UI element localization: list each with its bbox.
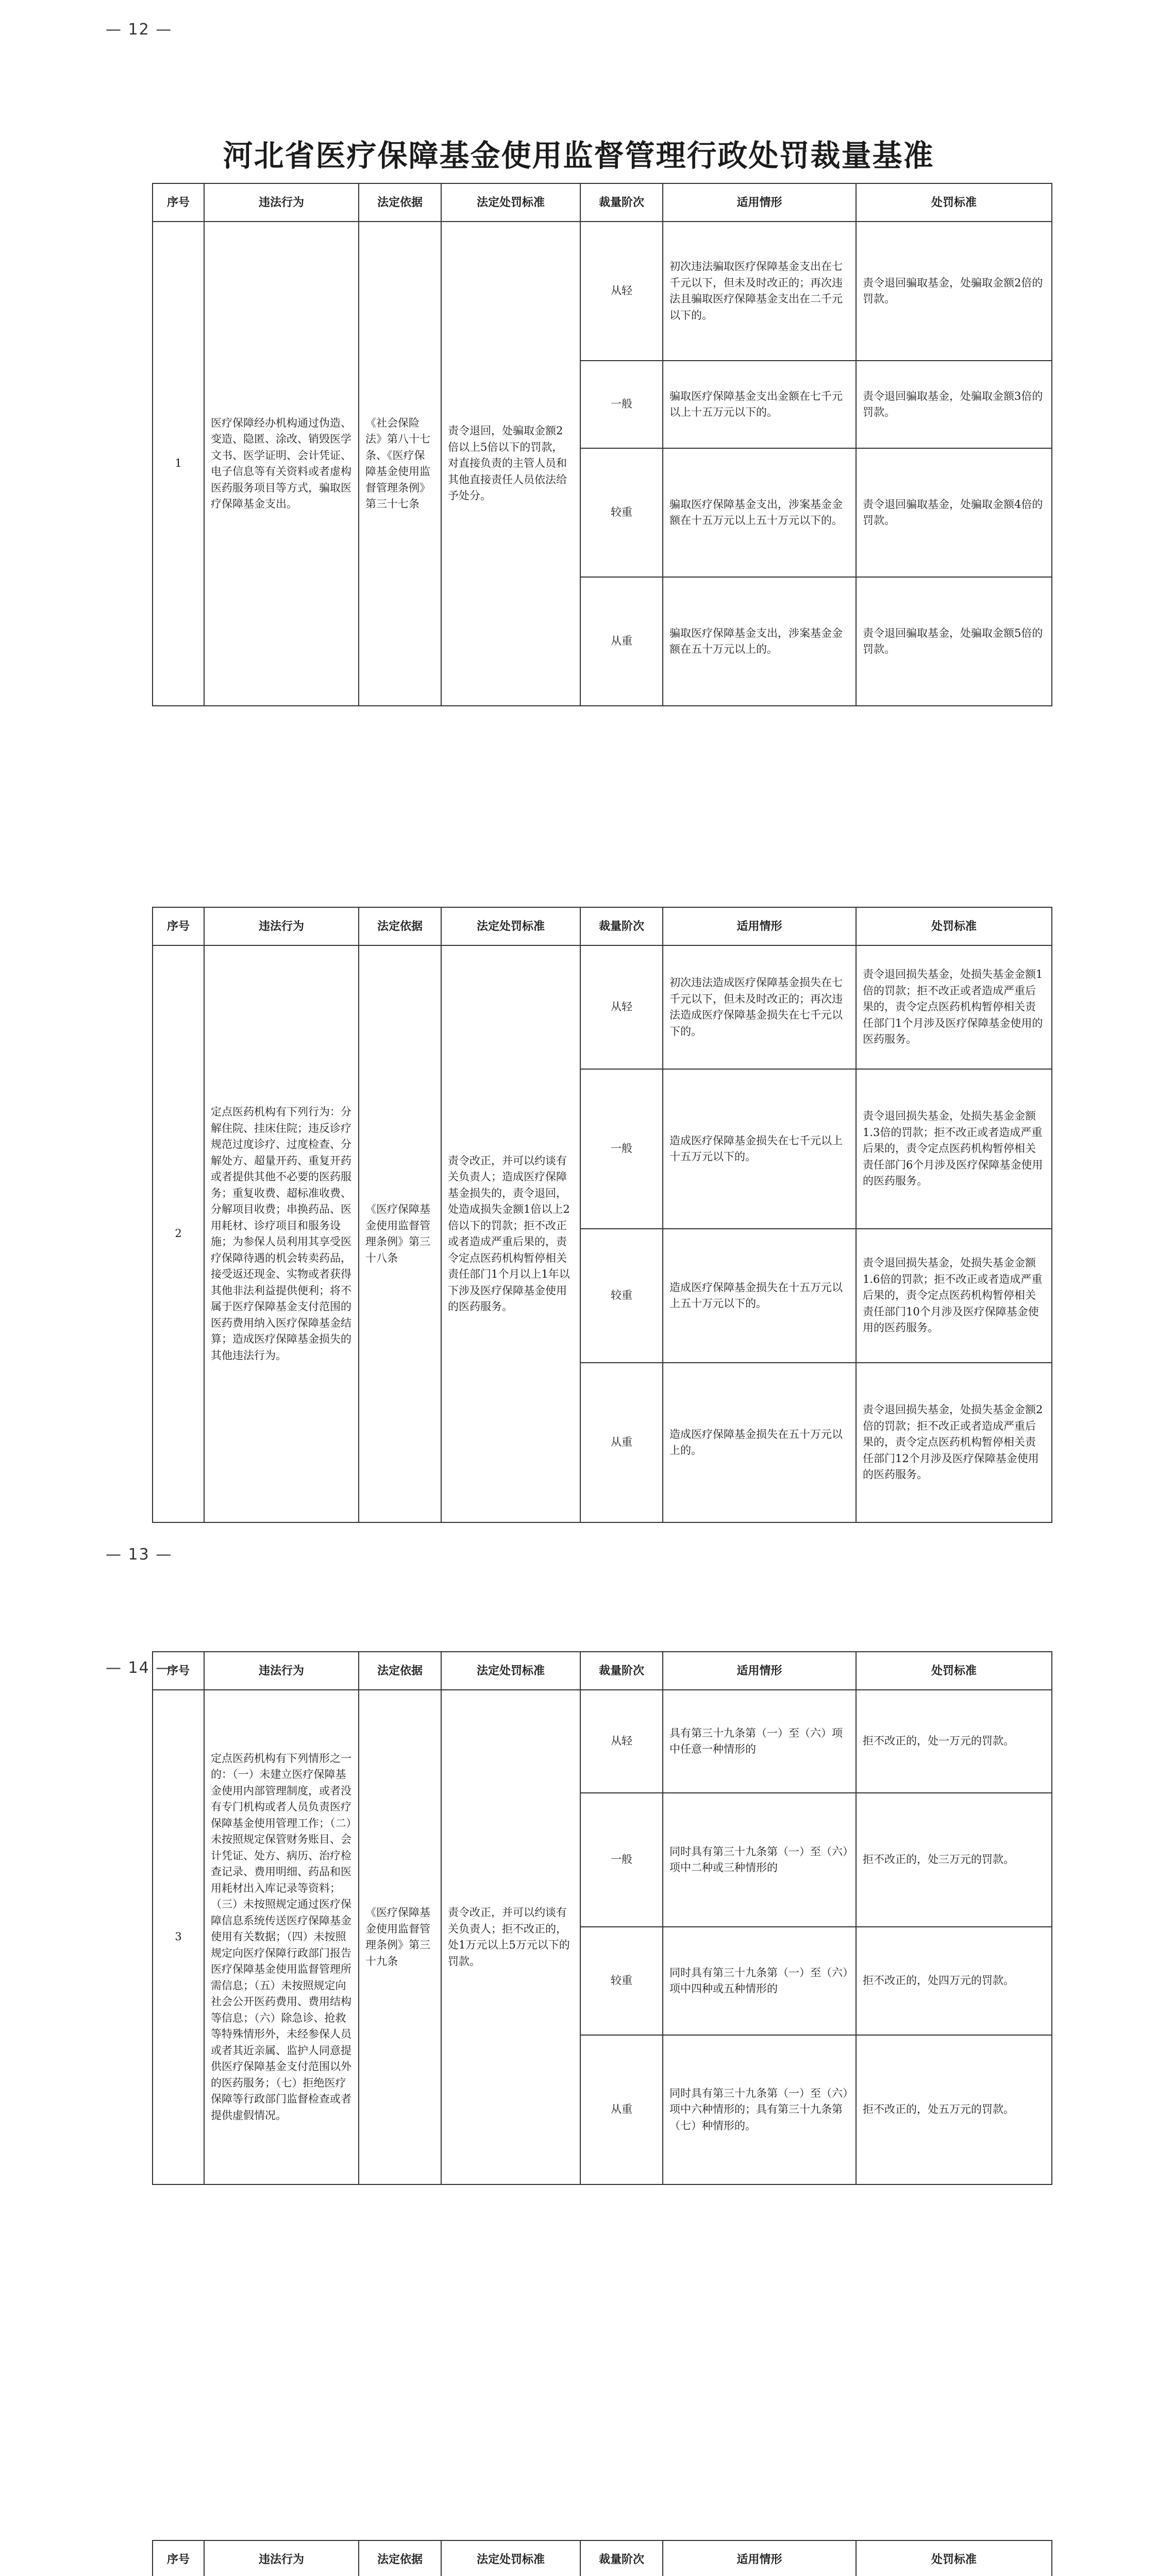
column-header: 处罚标准 bbox=[856, 2540, 1052, 2576]
level-cell: 较重 bbox=[580, 1927, 663, 2035]
penalty-cell: 责令退回骗取基金，处骗取金额3倍的罚款。 bbox=[856, 361, 1052, 448]
violation-cell: 定点医药机构有下列行为：分解住院、挂床住院；违反诊疗规范过度诊疗、过度检查、分解处方、超量开药、重复开药或者提供其他不必要的医药服务；重复收费、超标准收费、分解项目收费；串换药品、医用耗材、诊疗项目和服务设施；为参保人员利用其享受医疗保障待遇的机会转卖药品，接受返还现金、实物或者获得其他非法利益提供便利；将不属于医疗保障基金支付范围的医药费用纳入医疗保障基金结算；造成医疗保障基金损失的其他违法行为。 bbox=[204, 945, 359, 1522]
document-title: 河北省医疗保障基金使用监督管理行政处罚裁量基准 bbox=[223, 138, 934, 173]
case-cell: 骗取医疗保障基金支出金额在七千元以上十五万元以下的。 bbox=[663, 361, 856, 448]
column-header: 法定处罚标准 bbox=[441, 907, 580, 945]
violation-cell: 定点医药机构有下列情形之一的：（一）未建立医疗保障基金使用内部管理制度，或者没有专门机构或者人员负责医疗保障基金使用管理工作；（二）未按照规定保管财务账目、会计凭证、处方、病历、治疗检查记录、费用明细、药品和医用耗材出入库记录等资料；（三）未按照规定通过医疗保障信息系统传送医疗保障基金使用有关数据；（四）未按照规定向医疗保障行政部门报告医疗保障基金使用监督管理所需信息；（五）未按照规定向社会公开医药费用、费用结构等信息；（六）除急诊、抢救等特殊情形外，未经参保人员或者其近亲属、监护人同意提供医疗保障基金支付范围以外的医药服务；（七）拒绝医疗保障等行政部门监督检查或者提供虚假情况。 bbox=[204, 1690, 359, 2184]
case-cell: 同时具有第三十九条第（一）至（六）项中六种情形的；具有第三十九条第（七）种情形的。 bbox=[663, 2035, 856, 2184]
row-number-cell: 3 bbox=[153, 1690, 204, 2184]
column-header: 处罚标准 bbox=[856, 183, 1052, 222]
penalty-cell: 拒不改正的，处五万元的罚款。 bbox=[856, 2035, 1052, 2184]
case-cell: 同时具有第三十九条第（一）至（六）项中四种或五种情形的 bbox=[663, 1927, 856, 2035]
penalty-table bbox=[152, 2540, 1052, 2576]
penalty-cell: 责令退回骗取基金，处骗取金额5倍的罚款。 bbox=[856, 577, 1052, 706]
legal-basis-cell: 《医疗保障基金使用监督管理条例》第三十九条 bbox=[359, 1690, 441, 2184]
case-cell: 骗取医疗保障基金支出，涉案基金金额在五十万元以上的。 bbox=[663, 577, 856, 706]
case-cell: 造成医疗保障基金损失在五十万元以上的。 bbox=[663, 1363, 856, 1522]
column-header: 适用情形 bbox=[663, 2540, 856, 2576]
penalty-table bbox=[152, 907, 1052, 1523]
level-cell: 较重 bbox=[580, 448, 663, 577]
table-header-row bbox=[153, 907, 1052, 945]
column-header: 处罚标准 bbox=[856, 1652, 1052, 1690]
penalty-table bbox=[152, 1651, 1052, 2185]
column-header: 适用情形 bbox=[663, 907, 856, 945]
table-header-row bbox=[153, 1652, 1052, 1690]
case-cell: 具有第三十九条第（一）至（六）项中任意一种情形的 bbox=[663, 1690, 856, 1793]
row-number-cell: 2 bbox=[153, 945, 204, 1522]
column-header: 法定依据 bbox=[359, 183, 441, 222]
column-header: 适用情形 bbox=[663, 183, 856, 222]
case-cell: 初次违法造成医疗保障基金损失在七千元以下，但未及时改正的；再次违法造成医疗保障基金损失在七千元以下的。 bbox=[663, 945, 856, 1069]
column-header: 裁量阶次 bbox=[580, 907, 663, 945]
column-header: 违法行为 bbox=[204, 2540, 359, 2576]
legal-standard-cell: 责令退回，处骗取金额2倍以上5倍以下的罚款，对直接负责的主管人员和其他直接责任人员依法给予处分。 bbox=[441, 222, 580, 706]
violation-cell: 医疗保障经办机构通过伪造、变造、隐匿、涂改、销毁医学文书、医学证明、会计凭证、电子信息等有关资料或者虚构医药服务项目等方式，骗取医疗保障基金支出。 bbox=[204, 222, 359, 706]
legal-basis-cell: 《医疗保障基金使用监督管理条例》第三十八条 bbox=[359, 945, 441, 1522]
column-header: 适用情形 bbox=[663, 1652, 856, 1690]
legal-basis-cell: 《社会保险法》第八十七条、《医疗保障基金使用监督管理条例》第三十七条 bbox=[359, 222, 441, 706]
column-header: 违法行为 bbox=[204, 183, 359, 222]
table-row bbox=[153, 1690, 1052, 1793]
page-number: — 13 — bbox=[106, 1546, 173, 1564]
page-number: — 12 — bbox=[106, 21, 173, 39]
level-cell: 从重 bbox=[580, 2035, 663, 2184]
column-header: 法定处罚标准 bbox=[441, 1652, 580, 1690]
case-cell: 初次违法骗取医疗保障基金支出在七千元以下，但未及时改正的；再次违法且骗取医疗保障基金支出在二千元以下的。 bbox=[663, 222, 856, 361]
penalty-cell: 责令退回损失基金，处损失基金金额1倍的罚款；拒不改正或者造成严重后果的，责令定点医药机构暂停相关责任部门1个月涉及医疗保障基金使用的医药服务。 bbox=[856, 945, 1052, 1069]
level-cell: 一般 bbox=[580, 1793, 663, 1927]
column-header: 裁量阶次 bbox=[580, 1652, 663, 1690]
column-header: 法定处罚标准 bbox=[441, 2540, 580, 2576]
column-header: 处罚标准 bbox=[856, 907, 1052, 945]
case-cell: 骗取医疗保障基金支出，涉案基金金额在十五万元以上五十万元以下的。 bbox=[663, 448, 856, 577]
penalty-table bbox=[152, 183, 1052, 706]
level-cell: 较重 bbox=[580, 1229, 663, 1363]
column-header: 违法行为 bbox=[204, 1652, 359, 1690]
column-header: 裁量阶次 bbox=[580, 183, 663, 222]
row-number-cell: 1 bbox=[153, 222, 204, 706]
table-row bbox=[153, 222, 1052, 361]
column-header: 法定依据 bbox=[359, 907, 441, 945]
case-cell: 造成医疗保障基金损失在十五万元以上五十万元以下的。 bbox=[663, 1229, 856, 1363]
penalty-cell: 责令退回损失基金，处损失基金金额2倍的罚款；拒不改正或者造成严重后果的，责令定点医药机构暂停相关责任部门12个月涉及医疗保障基金使用的医药服务。 bbox=[856, 1363, 1052, 1522]
legal-standard-cell: 责令改正，并可以约谈有关负责人；拒不改正的，处1万元以上5万元以下的罚款。 bbox=[441, 1690, 580, 2184]
penalty-cell: 责令退回损失基金，处损失基金金额1.3倍的罚款；拒不改正或者造成严重后果的，责令定点医药机构暂停相关责任部门6个月涉及医疗保障基金使用的医药服务。 bbox=[856, 1069, 1052, 1229]
column-header: 序号 bbox=[153, 2540, 204, 2576]
penalty-cell: 责令退回骗取基金，处骗取金额2倍的罚款。 bbox=[856, 222, 1052, 361]
column-header: 裁量阶次 bbox=[580, 2540, 663, 2576]
table-row bbox=[153, 945, 1052, 1069]
level-cell: 从轻 bbox=[580, 222, 663, 361]
penalty-cell: 责令退回损失基金，处损失基金金额1.6倍的罚款；拒不改正或者造成严重后果的，责令定点医药机构暂停相关责任部门10个月涉及医疗保障基金使用的医药服务。 bbox=[856, 1229, 1052, 1363]
column-header: 序号 bbox=[153, 1652, 204, 1690]
table-header-row bbox=[153, 2540, 1052, 2576]
page-number: — 14 — bbox=[106, 1659, 173, 1677]
table-header-row bbox=[153, 183, 1052, 222]
column-header: 序号 bbox=[153, 183, 204, 222]
case-cell: 同时具有第三十九条第（一）至（六）项中二种或三种情形的 bbox=[663, 1793, 856, 1927]
level-cell: 从轻 bbox=[580, 945, 663, 1069]
level-cell: 从轻 bbox=[580, 1690, 663, 1793]
case-cell: 造成医疗保障基金损失在七千元以上十五万元以下的。 bbox=[663, 1069, 856, 1229]
penalty-cell: 拒不改正的，处一万元的罚款。 bbox=[856, 1690, 1052, 1793]
column-header: 违法行为 bbox=[204, 907, 359, 945]
column-header: 法定依据 bbox=[359, 2540, 441, 2576]
column-header: 序号 bbox=[153, 907, 204, 945]
column-header: 法定处罚标准 bbox=[441, 183, 580, 222]
penalty-cell: 拒不改正的，处四万元的罚款。 bbox=[856, 1927, 1052, 2035]
legal-standard-cell: 责令改正，并可以约谈有关负责人；造成医疗保障基金损失的，责令退回，处造成损失金额1倍以上2倍以下的罚款；拒不改正或者造成严重后果的，责令定点医药机构暂停相关责任部门1个月以上1年以下涉及医疗保障基金使用的医药服务。 bbox=[441, 945, 580, 1522]
penalty-cell: 责令退回骗取基金，处骗取金额4倍的罚款。 bbox=[856, 448, 1052, 577]
column-header: 法定依据 bbox=[359, 1652, 441, 1690]
level-cell: 一般 bbox=[580, 1069, 663, 1229]
level-cell: 从重 bbox=[580, 1363, 663, 1522]
penalty-cell: 拒不改正的，处三万元的罚款。 bbox=[856, 1793, 1052, 1927]
level-cell: 从重 bbox=[580, 577, 663, 706]
level-cell: 一般 bbox=[580, 361, 663, 448]
